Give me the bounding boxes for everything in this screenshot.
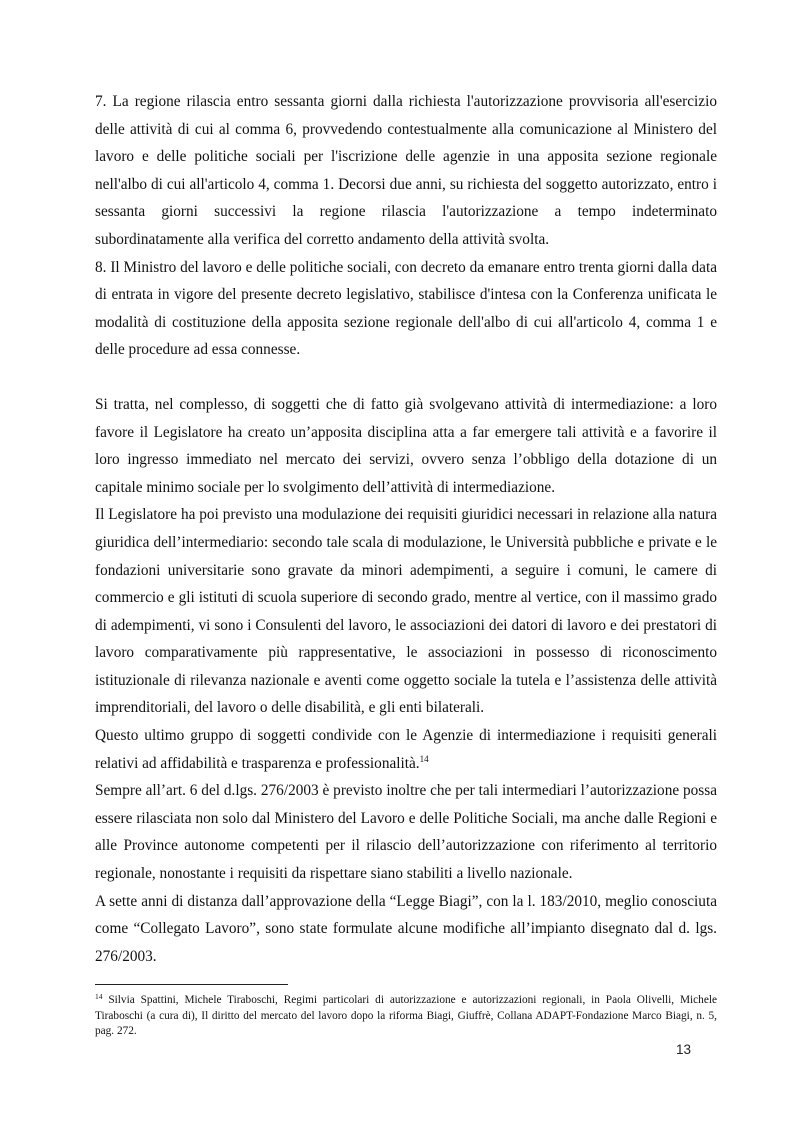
paragraph-questo-gruppo: [95, 722, 717, 777]
paragraph-gap: [95, 364, 717, 391]
footnote-reference[interactable]: 14: [419, 753, 429, 764]
paragraph-sette-anni: A sette anni di distanza dall’approvazione della “Legge Biagi”, con la l. 183/2010, meglio conosciuta come “Collegato Lavoro”, sono state formulate alcune modifiche all’impianto disegnato dal d. lgs. 276/2003.: [95, 892, 717, 965]
paragraph-sempre: Sempre all’art. 6 del d.lgs. 276/2003 è previsto inoltre che per tali intermediari l’autorizzazione possa essere rilasciata non solo dal Ministero del Lavoro e delle Politiche Sociali, ma anche dalle Regioni e alle Province autonome competenti per il rilascio dell’autorizzazione con riferimento al territorio regionale, nonostante i requisiti da rispettare siano stabiliti a livello nazionale.: [95, 782, 717, 883]
paragraph-comma-8: 8. Il Ministro del lavoro e delle politiche sociali, con decreto da emanare entro trenta giorni dalla data di entrata in vigore del presente decreto legislativo, stabilisce d'intesa con la Conferenza unificata le modalità di costituzione della apposita sezione regionale dell'albo di cui all'articolo 4, comma 1 e delle procedure ad essa connesse.: [95, 258, 717, 359]
footnote-text: Silvia Spattini, Michele Tiraboschi, Regimi particolari di autorizzazione e autorizzazioni regionali, in Paola Olivelli, Michele Tiraboschi (a cura di), Il diritto del mercato del lavoro dopo la riforma Biagi, Giuffrè, Collana ADAPT-Fondazione Marco Biagi, n. 5, pag. 272.: [95, 994, 717, 1037]
paragraph-si-tratta: Si tratta, nel complesso, di soggetti che di fatto già svolgevano attività di intermediazione: a loro favore il Legislatore ha creato un’apposita disciplina atta a far emergere tali attività e a favorire il loro ingresso immediato nel mercato dei servizi, ovvero senza l’obbligo della dotazione di un capitale minimo sociale per lo svolgimento dell’attività di intermediazione.: [95, 395, 717, 496]
paragraph-comma-7: 7. La regione rilascia entro sessanta giorni dalla richiesta l'autorizzazione provvisoria all'esercizio delle attività di cui al comma 6, provvedendo contestualmente alla comunicazione al Ministero del lavoro e delle politiche sociali per l'iscrizione delle agenzie in una apposita sezione regionale nell'albo di cui all'articolo 4, comma 1. Decorsi due anni, su richiesta del soggetto autorizzato, entro i sessanta giorni successivi la regione rilascia l'autorizzazione a tempo indeterminato subordinatamente alla verifica del corretto andamento della attività svolta.: [95, 93, 717, 248]
page-number: 13: [675, 1042, 691, 1057]
footnote: [95, 993, 717, 1040]
footnote-separator: [95, 984, 288, 985]
paragraph-questo-text: Questo ultimo gruppo di soggetti condivide con le Agenzie di intermediazione i requisiti generali relativi ad affidabilità e trasparenza e professionalità.: [95, 727, 717, 772]
footnote-number: 14: [95, 992, 103, 1001]
document-body: [95, 88, 717, 970]
paragraph-legislatore: Il Legislatore ha poi previsto una modulazione dei requisiti giuridici necessari in relazione alla natura giuridica dell’intermediario: secondo tale scala di modulazione, le Università pubbliche e private e le fondazioni universitarie sono gravate da minori adempimenti, a seguire i comuni, le camere di commercio e gli istituti di scuola superiore di secondo grado, mentre al vertice, con il massimo grado di adempimenti, vi sono i Consulenti del lavoro, le associazioni dei datori di lavoro e dei prestatori di lavoro comparativamente più rappresentative, le associazioni in possesso di riconoscimento istituzionale di rilevanza nazionale e aventi come oggetto sociale la tutela e l’assistenza delle attività imprenditoriali, del lavoro o delle disabilità, e gli enti bilaterali.: [95, 506, 717, 717]
